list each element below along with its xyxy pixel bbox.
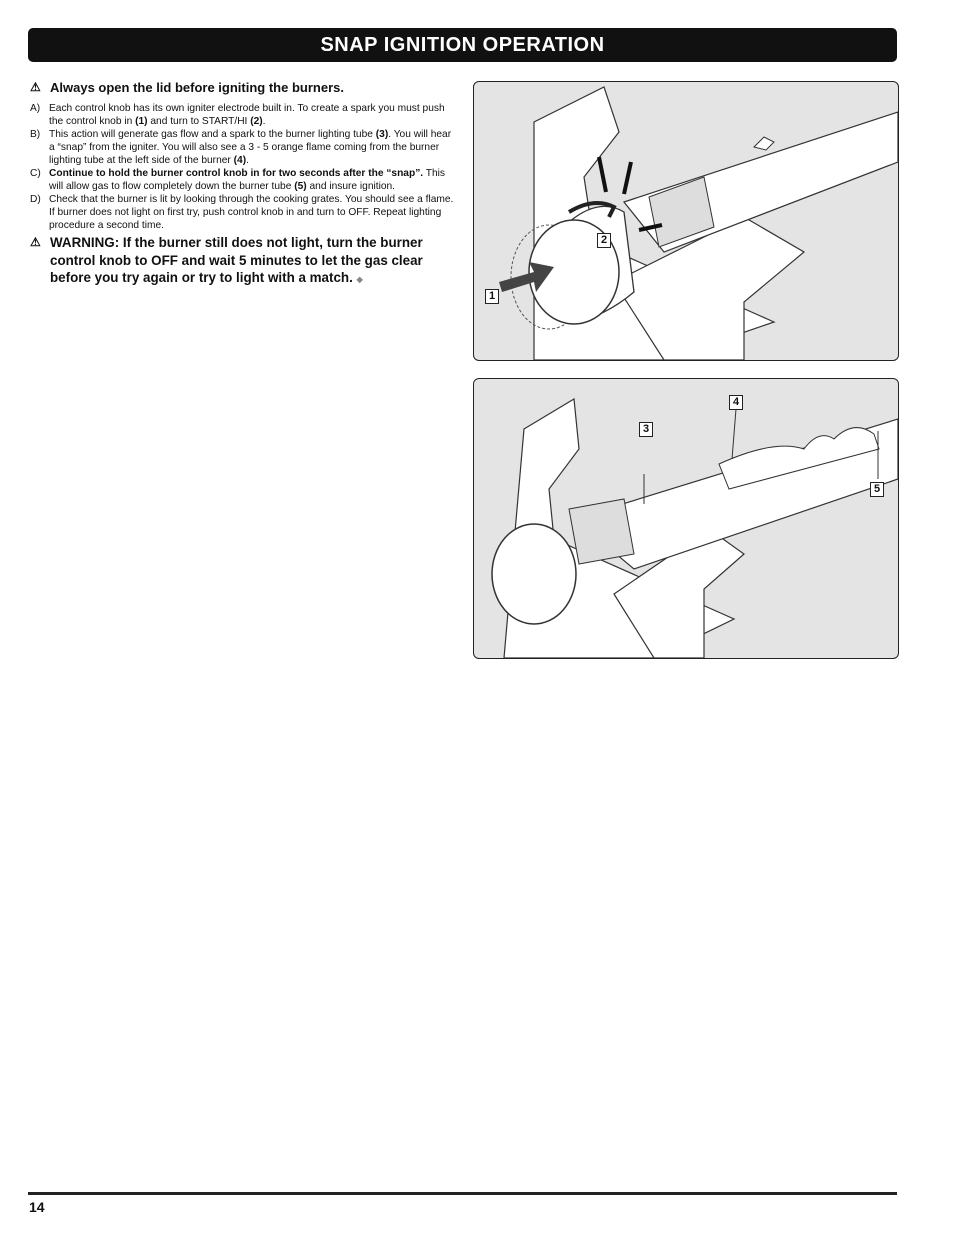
item-text-segment: and insure ignition.	[306, 181, 396, 192]
item-text	[49, 128, 458, 167]
item-text-bold: (1)	[135, 116, 148, 127]
warning-text: WARNING: If the burner still does not light, turn the burner control knob to OFF and wait 5 minutes to let the gas clear before you try again or try to light with a match.	[50, 235, 423, 285]
section-title: SNAP IGNITION OPERATION	[320, 33, 605, 56]
item-text-segment: This will allow gas to flow completely down the burner tube	[49, 168, 446, 192]
instruction-item	[30, 102, 458, 128]
item-text-bold: (5)	[294, 181, 307, 192]
item-letter: D)	[30, 194, 41, 205]
item-text-segment: .	[262, 116, 266, 127]
figure-burner-lit	[473, 378, 899, 659]
item-letter: B)	[30, 129, 41, 140]
instructions	[30, 79, 458, 289]
callout-4: 4	[729, 395, 743, 410]
item-text-bold: (4)	[233, 155, 247, 166]
item-letter: C)	[30, 168, 41, 179]
instruction-item	[30, 193, 458, 232]
item-text	[49, 102, 458, 128]
item-text	[49, 167, 458, 193]
callout-3: 3	[639, 422, 653, 437]
item-text-segment: .	[246, 155, 249, 166]
warning-line	[30, 234, 458, 289]
callout-5: 5	[870, 482, 884, 497]
item-text	[49, 193, 458, 232]
warning-triangle-icon: ⚠	[30, 235, 41, 249]
instruction-item	[30, 167, 458, 193]
item-letter: A)	[30, 103, 41, 114]
footer-rule	[28, 1192, 897, 1195]
instruction-list	[30, 102, 458, 232]
caution-line	[30, 79, 458, 96]
warning-triangle-icon: ⚠	[30, 80, 41, 94]
item-text-segment: . You will hear a “snap” from the igniter. You will also see a 3 - 5 orange flame coming from the burner lighting tube at the left side of the burner	[49, 129, 452, 166]
page-number: 14	[29, 1199, 45, 1215]
item-text-bold: (3)	[375, 129, 389, 140]
item-text-segment: Check that the burner is lit by looking through the cooking grates. You should see a flame. If burner does not light on first try, push control knob in and turn to OFF. Repeat lighting procedure a second time.	[49, 194, 454, 231]
item-text-segment: and turn to START/HI	[147, 116, 251, 127]
item-text-segment: Each control knob has its own igniter electrode built in. To create a spark you must push the control knob in	[49, 103, 445, 127]
end-mark-icon: ◆	[356, 275, 363, 284]
knob-illustration	[474, 82, 898, 360]
callout-2: 1	[485, 289, 499, 304]
section-header	[28, 28, 897, 62]
item-text-segment: This action will generate gas flow and a spark to the burner lighting tube	[49, 129, 376, 140]
figure-push-and-turn-knob	[473, 81, 899, 361]
item-text-bold: (2)	[250, 116, 263, 127]
caution-text: Always open the lid before igniting the burners.	[50, 80, 344, 95]
item-text-bold: Continue to hold the burner control knob in for two seconds after the “snap”.	[49, 168, 424, 179]
burner-illustration	[474, 379, 898, 658]
instruction-item	[30, 128, 458, 167]
callout-1: 2	[597, 233, 611, 248]
